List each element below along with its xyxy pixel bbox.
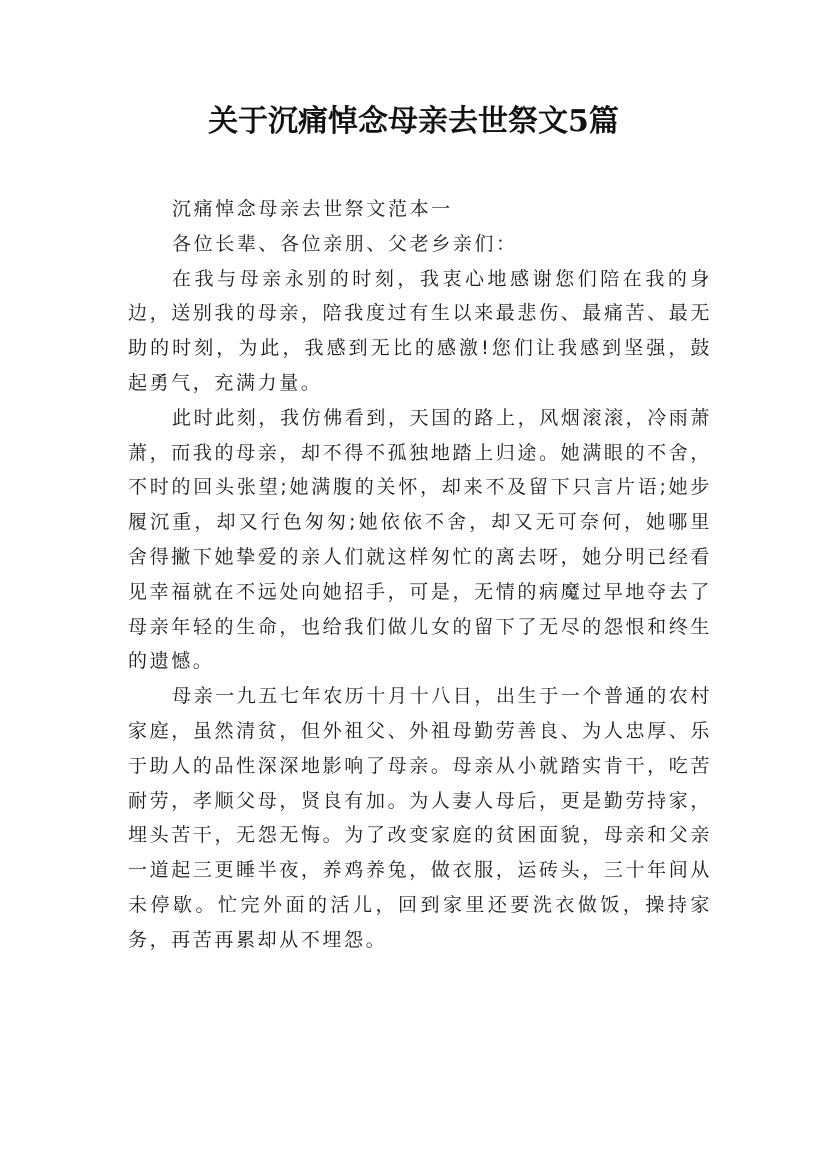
paragraph-salutation: 各位长辈、各位亲朋、父老乡亲们： [172, 232, 518, 255]
paragraph-subtitle: 沉痛悼念母亲去世祭文范本一 [172, 198, 453, 220]
paragraph-thanks: 在我与母亲永别的时刻，我衷心地感谢您们陪在我的身边，送别我的母亲，陪我度过有生以来最悲伤、最痛苦、最无助的时刻，为此，我感到无比的感激!您们让我感到坚强，鼓起勇气，充满力量。 [128, 267, 712, 394]
document-body [128, 192, 712, 958]
paragraph-biography: 母亲一九五七年农历十月十八日，出生于一个普通的农村家庭，虽然清贫，但外祖父、外祖母勤劳善良、为人忠厚、乐于助人的品性深深地影响了母亲。母亲从小就踏实肯干，吃苦耐劳，孝顺父母，贤良有加。为人妻人母后，更是勤劳持家，埋头苦干，无怨无悔。为了改变家庭的贫困面貌，母亲和父亲一道起三更睡半夜，养鸡养兔，做衣服，运砖头，三十年间从未停歇。忙完外面的活儿，回到家里还要洗衣做饭，操持家务，再苦再累却从不埋怨。 [128, 685, 713, 951]
document-title: 关于沉痛悼念母亲去世祭文5篇 [208, 104, 619, 139]
paragraph-farewell: 此时此刻，我仿佛看到，天国的路上，风烟滚滚，冷雨萧萧，而我的母亲，却不得不孤独地踏上归途。她满眼的不舍，不时的回头张望;她满腹的关怀，却来不及留下只言片语;她步履沉重，却又行色匆匆;她依依不舍，却又无可奈何，她哪里舍得撇下她挚爱的亲人们就这样匆忙的离去呀，她分明已经看见幸福就在不远处向她招手，可是，无情的病魔过早地夺去了母亲年轻的生命，也给我们做儿女的留下了无尽的怨恨和终生的遗憾。 [128, 406, 713, 673]
